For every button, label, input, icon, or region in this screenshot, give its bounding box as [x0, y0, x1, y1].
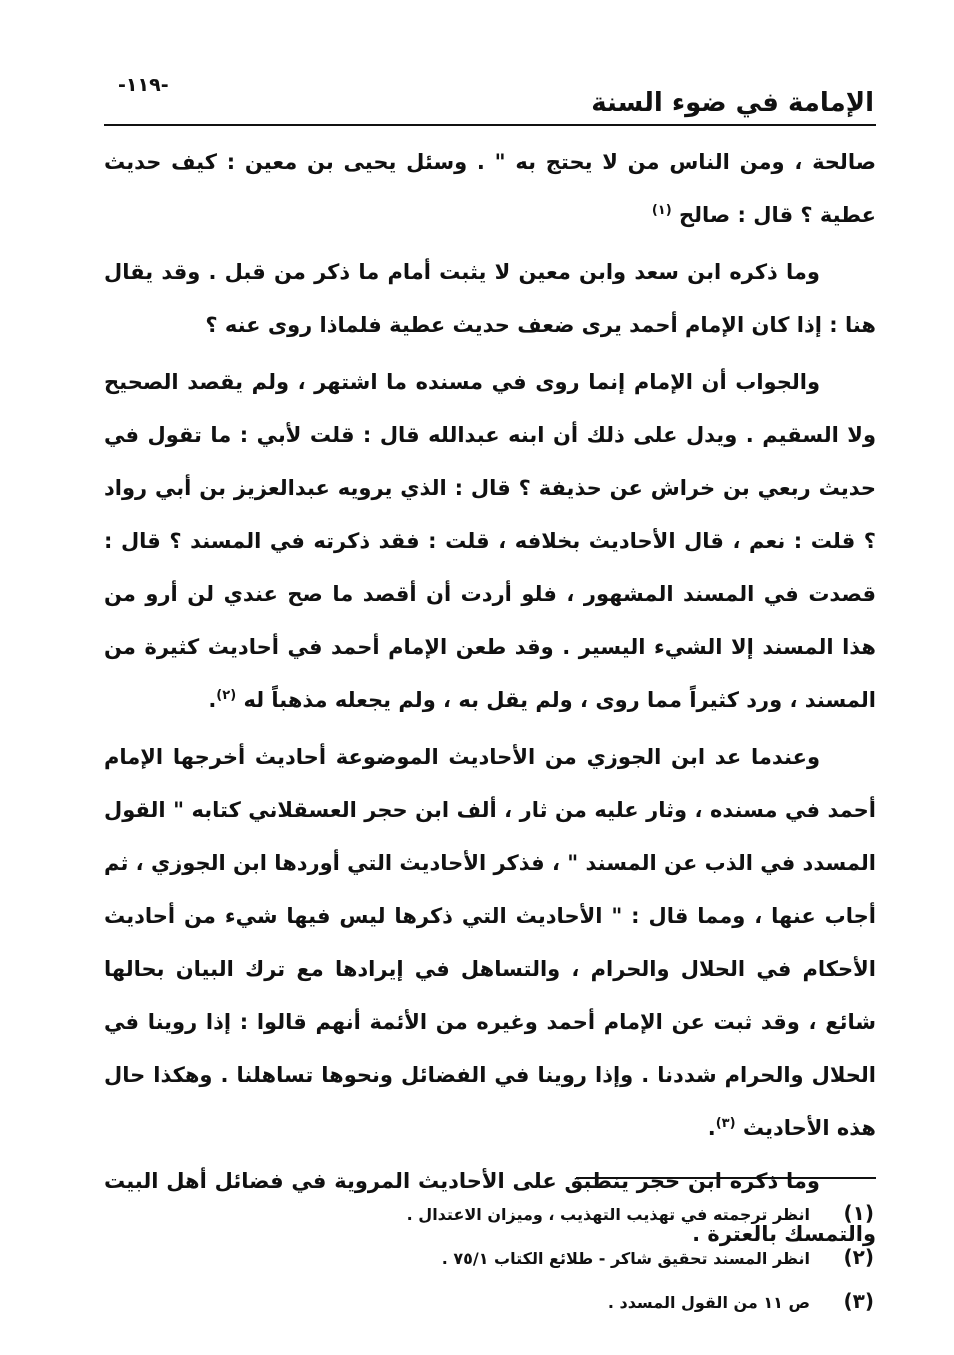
footnote-2	[114, 1236, 874, 1280]
paragraph-1	[104, 136, 876, 242]
footnote-2-number: (٢)	[843, 1245, 874, 1269]
paragraph-4-trailing: .	[707, 1116, 716, 1140]
footnote-1-number: (١)	[843, 1201, 874, 1225]
page-number: -١١٩-	[118, 74, 169, 96]
footnote-1-text: انظر ترجمته في تهذيب التهذيب ، وميزان الاعتدال .	[406, 1205, 810, 1224]
body-text	[104, 136, 876, 1261]
footnote-3-text: ص ١١ من القول المسدد .	[607, 1293, 810, 1312]
running-title: الإمامة في ضوء السنة	[591, 88, 874, 118]
footnote-marker-2: (٢)	[216, 688, 237, 703]
paragraph-2-text: وما ذكره ابن سعد وابن معين لا يثبت أمام ما ذكر من قبل . وقد يقال هنا : إذا كان الإمام أحمد يرى ضعف حديث عطية فلماذا روى عنه ؟	[104, 260, 876, 337]
paragraph-3-trailing: .	[208, 688, 217, 712]
footnote-3	[114, 1280, 874, 1324]
footnote-3-number: (٣)	[843, 1289, 874, 1313]
footnote-1	[114, 1192, 874, 1236]
header-rule	[104, 124, 876, 126]
footnote-marker-1: (١)	[651, 203, 672, 218]
footnote-rule	[576, 1177, 876, 1179]
paragraph-2	[104, 246, 876, 352]
paragraph-1-text: صالحة ، ومن الناس من لا يحتج به " . وسئل يحيى بن معين : كيف حديث عطية ؟ قال : صالح	[104, 150, 876, 227]
paragraph-3	[104, 356, 876, 727]
paragraph-5-text: وما ذكره ابن حجر ينطبق على الأحاديث المروية في فضائل أهل البيت والتمسك بالعترة .	[104, 1169, 876, 1246]
paragraph-4-text: وعندما عد ابن الجوزي من الأحاديث الموضوعة أحاديث أخرجها الإمام أحمد في مسنده ، وثار عليه من ثار ، ألف ابن حجر العسقلاني كتابه " القول المسدد في الذب عن المسند " ، فذكر الأحاديث التي أوردها ابن الجوزي ، ثم أجاب عنها ، ومما قال : " الأحاديث التي ذكرها ليس فيها شيء من أحاديث الأحكام في الحلال والحرام ، والتساهل في إيرادها مع ترك البيان بحالها شائع ، وقد ثبت عن الإمام أحمد وغيره من الأئمة أنهم قالوا : إذا روينا في الحلال والحرام شددنا . وإذا روينا في الفضائل ونحوها تساهلنا . وهكذا حال هذه الأحاديث	[104, 745, 876, 1140]
paragraph-4	[104, 731, 876, 1155]
footnotes	[114, 1192, 874, 1324]
paragraph-3-text: والجواب أن الإمام إنما روى في مسنده ما اشتهر ، ولم يقصد الصحيح ولا السقيم . ويدل على ذلك أن ابنه عبدالله قال : قلت لأبي : ما تقول في حديث ربعي بن خراش عن حذيفة ؟ قال : الذي يرويه عبدالعزيز بن أبي رواد ؟ قلت : نعم ، قال الأحاديث بخلافه ، قلت : فقد ذكرته في المسند ؟ قال : قصدت في المسند المشهور ، فلو أردت أن أقصد ما صح عندي لن أرو من هذا المسند إلا الشيء اليسير . وقد طعن الإمام أحمد في أحاديث كثيرة من المسند ، ورد كثيراً مما روى ، ولم يقل به ، ولم يجعله مذهباً له	[104, 370, 876, 712]
footnote-2-text: انظر المسند تحقيق شاكر - طلائع الكتاب ٧٥/١ .	[441, 1249, 810, 1268]
footnote-marker-3: (٣)	[715, 1116, 736, 1131]
